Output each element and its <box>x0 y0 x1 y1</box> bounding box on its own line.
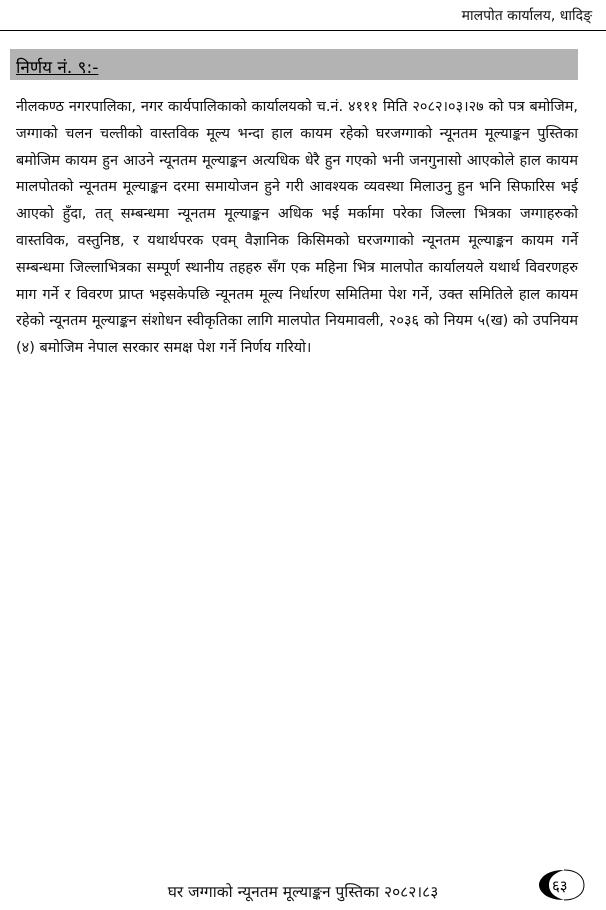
header-divider <box>0 30 606 31</box>
page-number-badge <box>536 868 586 902</box>
decision-paragraph: नीलकण्ठ नगरपालिका, नगर कार्यपालिकाको कार्यालयको च.नं. ४१११ मिति २०८२।०३।२७ को पत्र बमोजिम, जग्गाको चलन चल्तीको वास्तविक मूल्य भन्दा हाल कायम रहेको घरजग्गाको न्यूनतम मूल्याङ्कन पुस्तिका बमोजिम कायम हुन आउने न्यूनतम मूल्याङ्कन अत्यधिक धेरै हुन गएको भनी जनगुनासो आएकोले हाल कायम मालपोतको न्यूनतम मूल्याङ्कन दरमा समायोजन हुने गरी आवश्यक व्यवस्था मिलाउनु हुन भनि सिफारिस भई आएको हुँदा, तत् सम्बन्धमा न्यूनतम मूल्याङ्कन अधिक भई मर्कामा परेका जिल्ला भित्रका जग्गाहरुको वास्तविक, वस्तुनिष्ठ, र यथार्थपरक एवम् वैज्ञानिक किसिमको घरजग्गाको न्यूनतम मूल्याङ्कन कायम गर्ने सम्बन्धमा जिल्लाभित्रका सम्पूर्ण स्थानीय तहहरु सँग एक महिना भित्र मालपोत कार्यालयले यथार्थ विवरणहरु माग गर्ने र विवरण प्राप्त भइसकेपछि न्यूनतम मूल्य निर्धारण समितिमा पेश गर्ने, उक्त समितिले हाल कायम रहेको न्यूनतम मूल्याङ्कन संशोधन स्वीकृतिका लागि मालपोत नियमावली, २०३६ को नियम ५(ख) को उपनियम (४) बमोजिम नेपाल सरकार समक्ष पेश गर्ने निर्णय गरियो। <box>16 99 578 357</box>
page-number: ६३ <box>552 877 568 895</box>
decision-heading-bar <box>10 49 578 80</box>
header-office-name: मालपोत कार्यालय, धादिङ् <box>461 8 592 24</box>
footer-book-title: घर जग्गाको न्यूनतम मूल्याङ्कन पुस्तिका २०८२।८३ <box>167 883 439 901</box>
decision-title: निर्णय नं. ९:- <box>16 58 99 78</box>
